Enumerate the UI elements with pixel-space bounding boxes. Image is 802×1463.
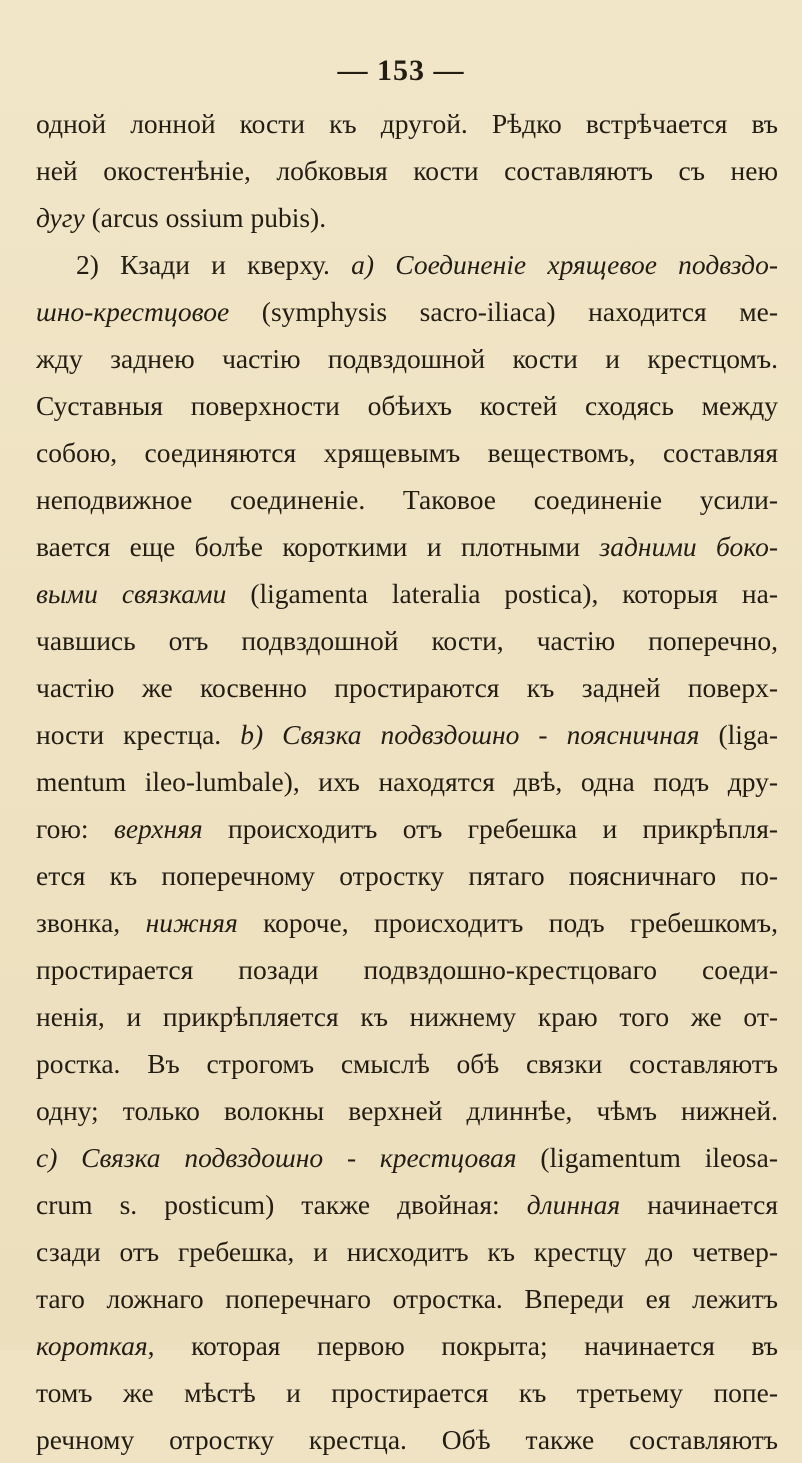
text-run: жду заднею частію подвздошной кости и крестцомъ. bbox=[36, 343, 778, 374]
italic-term: задними боко- bbox=[599, 531, 778, 562]
text-line bbox=[36, 946, 778, 993]
italic-term: верхняя bbox=[113, 813, 203, 844]
italic-term: шно-крестцовое bbox=[36, 296, 230, 327]
text-run: звонка, bbox=[36, 907, 146, 938]
text-run: сзади отъ гребешка, и нисходитъ къ крестцу до четвер- bbox=[36, 1236, 778, 1267]
text-line bbox=[36, 1416, 778, 1463]
text-run: 2) Кзади и кверху. bbox=[76, 249, 352, 280]
text-line bbox=[36, 1228, 778, 1275]
text-run: Суставныя поверхности обѣихъ костей сходясь между bbox=[36, 390, 778, 421]
text-run: (arcus ossium pubis). bbox=[84, 202, 327, 233]
text-line bbox=[36, 805, 778, 852]
text-line bbox=[36, 523, 778, 570]
text-line bbox=[36, 570, 778, 617]
text-line bbox=[36, 1322, 778, 1369]
text-run: вается еще болѣе короткими и плотными bbox=[36, 531, 600, 562]
text-run: (liga- bbox=[699, 719, 778, 750]
italic-term: короткая bbox=[36, 1330, 148, 1361]
italic-term: длинная bbox=[526, 1189, 621, 1220]
text-run: ности крестца. bbox=[36, 719, 241, 750]
text-run: простирается позади подвздошно-крестцоваго соеди- bbox=[36, 954, 778, 985]
text-run: ней окостенѣніе, лобковыя кости составляютъ съ нею bbox=[36, 155, 778, 186]
italic-term: c) Связка подвздошно - крестцовая bbox=[36, 1142, 517, 1173]
text-line bbox=[36, 852, 778, 899]
text-run: ется къ поперечному отростку пятаго поясничнаго по- bbox=[36, 860, 778, 891]
text-line bbox=[36, 147, 778, 194]
page-number: — 153 — bbox=[337, 54, 465, 87]
text-run: (symphysis sacro-iliaca) находится ме- bbox=[229, 296, 778, 327]
text-line bbox=[36, 1181, 778, 1228]
text-run: частію же косвенно простираются къ задней поверх- bbox=[36, 672, 778, 703]
text-line bbox=[36, 1040, 778, 1087]
text-line bbox=[36, 1275, 778, 1322]
text-line bbox=[36, 899, 778, 946]
text-line bbox=[36, 993, 778, 1040]
text-run: неподвижное соединеніе. Таковое соединеніе усили- bbox=[36, 484, 778, 515]
text-run: (ligamenta lateralia postica), которыя на- bbox=[226, 578, 778, 609]
text-line bbox=[36, 1134, 778, 1181]
text-line bbox=[36, 664, 778, 711]
text-run: , которая первою покрыта; начинается въ bbox=[147, 1330, 778, 1361]
text-line bbox=[36, 194, 778, 241]
text-line bbox=[36, 1087, 778, 1134]
text-run: (ligamentum ileosa- bbox=[516, 1142, 779, 1173]
text-run: одной лонной кости къ другой. Рѣдко встрѣчается въ bbox=[36, 108, 778, 139]
text-line bbox=[36, 617, 778, 664]
text-line bbox=[36, 382, 778, 429]
italic-term: b) Связка подвздошно - поясничная bbox=[240, 719, 700, 750]
text-run: таго ложнаго поперечнаго отростка. Впереди ея лежитъ bbox=[36, 1283, 778, 1314]
text-run: короче, происходитъ подъ гребешкомъ, bbox=[237, 907, 778, 938]
text-line bbox=[36, 711, 778, 758]
text-run: crum s. posticum) также двойная: bbox=[36, 1189, 527, 1220]
text-run: начинается bbox=[620, 1189, 778, 1220]
italic-term: нижняя bbox=[145, 907, 238, 938]
text-run: mentum ileo-lumbale), ихъ находятся двѣ, одна подъ дру- bbox=[36, 766, 778, 797]
text-line bbox=[36, 476, 778, 523]
italic-term: выми связками bbox=[36, 578, 227, 609]
text-line bbox=[36, 1369, 778, 1416]
text-line bbox=[36, 100, 778, 147]
text-run: происходитъ отъ гребешка и прикрѣпля- bbox=[202, 813, 779, 844]
text-line bbox=[36, 758, 778, 805]
text-run: собою, соединяются хрящевымъ веществомъ, составляя bbox=[36, 437, 778, 468]
text-line bbox=[36, 429, 778, 476]
text-run: речному отростку крестца. Обѣ также составляютъ bbox=[36, 1424, 778, 1455]
text-line bbox=[36, 241, 778, 288]
text-line bbox=[36, 335, 778, 382]
italic-term: a) Соединеніе хрящевое подвздо- bbox=[351, 249, 778, 280]
text-run: гою: bbox=[36, 813, 114, 844]
text-run: ростка. Въ строгомъ смыслѣ обѣ связки составляютъ bbox=[36, 1048, 778, 1079]
italic-term: дугу bbox=[36, 202, 85, 233]
text-run: томъ же мѣстѣ и простирается къ третьему попе- bbox=[36, 1377, 778, 1408]
page-text bbox=[36, 100, 778, 1463]
text-run: одну; только волокны верхней длиннѣе, чѣмъ нижней. bbox=[36, 1095, 778, 1126]
text-line bbox=[36, 288, 778, 335]
text-run: ненія, и прикрѣпляется къ нижнему краю того же от- bbox=[36, 1001, 778, 1032]
text-run: чавшись отъ подвздошной кости, частію поперечно, bbox=[36, 625, 778, 656]
